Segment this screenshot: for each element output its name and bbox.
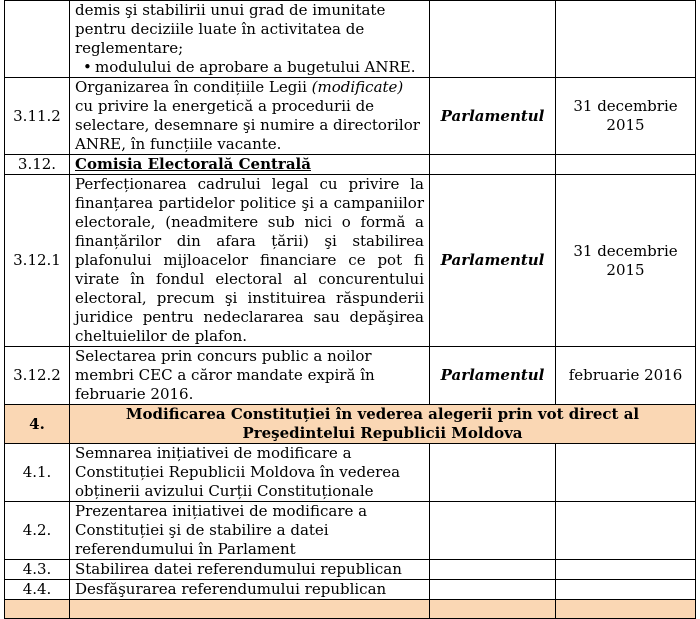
table-row: [5, 175, 696, 347]
empty-cell: [5, 600, 70, 619]
section-header-row: [5, 405, 696, 444]
row-deadline: [556, 1, 696, 78]
section-title: Modificarea Constituției în vederea alegerii prin vot direct al Preşedintelui Republicii Moldova: [70, 405, 696, 444]
row-deadline: [556, 155, 696, 175]
row-number: 3.12.: [5, 155, 70, 175]
row-deadline: [556, 580, 696, 600]
table-row: [5, 78, 696, 155]
row-number: 4.2.: [5, 502, 70, 560]
row-responsible: [430, 580, 556, 600]
row-number: 3.12.1: [5, 175, 70, 347]
action-plan-table: [4, 0, 696, 619]
description-text: Organizarea în condițiile Legii: [75, 78, 312, 96]
row-deadline: [556, 444, 696, 502]
row-description: [70, 1, 430, 78]
table-row: [5, 502, 696, 560]
row-description: Semnarea inițiativei de modificare a Constituției Republicii Moldova în vederea obținerii avizului Curții Constituționale: [70, 444, 430, 502]
row-description: Selectarea prin concurs public a noilor membri CEC a căror mandate expiră în februarie 2016.: [70, 347, 430, 405]
row-responsible: [430, 444, 556, 502]
list-item-text: modulului de aprobare a bugetului ANRE.: [95, 58, 416, 76]
row-description: Perfecționarea cadrului legal cu privire la finanțarea partidelor politice şi a campaniilor electorale, (neadmitere sub nici o formă a finanțărilor din afara țării) şi stabilirea plafonului mijloacelor financiare ce pot fi virate în fondul electoral al concurentului electoral, precum şi instituirea răspunderii juridice pentru nedeclararea sau depăşirea cheltuielilor de plafon.: [70, 175, 430, 347]
empty-row: [5, 600, 696, 619]
row-number: 4.4.: [5, 580, 70, 600]
table-row: [5, 347, 696, 405]
row-deadline: februarie 2016: [556, 347, 696, 405]
table-row: [5, 1, 696, 78]
table-row: [5, 444, 696, 502]
table-row: [5, 580, 696, 600]
row-deadline: 31 decembrie 2015: [556, 78, 696, 155]
row-deadline: 31 decembrie 2015: [556, 175, 696, 347]
row-number: 4.3.: [5, 560, 70, 580]
row-number: 3.11.2: [5, 78, 70, 155]
row-description: Stabilirea datei referendumului republican: [70, 560, 430, 580]
row-responsible: [430, 502, 556, 560]
table-row: [5, 155, 696, 175]
row-responsible: [430, 1, 556, 78]
section-number: 4.: [5, 405, 70, 444]
row-responsible: Parlamentul: [430, 175, 556, 347]
subsection-title: Comisia Electorală Centrală: [70, 155, 430, 175]
row-number: 3.12.2: [5, 347, 70, 405]
row-number: [5, 1, 70, 78]
empty-cell: [70, 600, 430, 619]
row-responsible: [430, 155, 556, 175]
description-continuation: demis şi stabilirii unui grad de imunitate pentru deciziile luate în activitatea de reglementare;: [75, 1, 386, 57]
table-row: [5, 560, 696, 580]
row-responsible: Parlamentul: [430, 78, 556, 155]
row-deadline: [556, 560, 696, 580]
row-responsible: [430, 560, 556, 580]
description-italic: (modificate): [311, 78, 404, 96]
row-responsible: Parlamentul: [430, 347, 556, 405]
empty-cell: [556, 600, 696, 619]
empty-cell: [430, 600, 556, 619]
bullet-icon: •: [83, 58, 92, 76]
row-deadline: [556, 502, 696, 560]
row-description: [70, 78, 430, 155]
description-text: cu privire la energetică a procedurii de selectare, desemnare şi numire a directorilor ANRE, în funcțiile vacante.: [75, 97, 420, 153]
row-description: Prezentarea inițiativei de modificare a Constituției şi de stabilire a datei referendumului în Parlament: [70, 502, 430, 560]
list-item: [75, 58, 424, 77]
row-number: 4.1.: [5, 444, 70, 502]
row-description: Desfăşurarea referendumului republican: [70, 580, 430, 600]
